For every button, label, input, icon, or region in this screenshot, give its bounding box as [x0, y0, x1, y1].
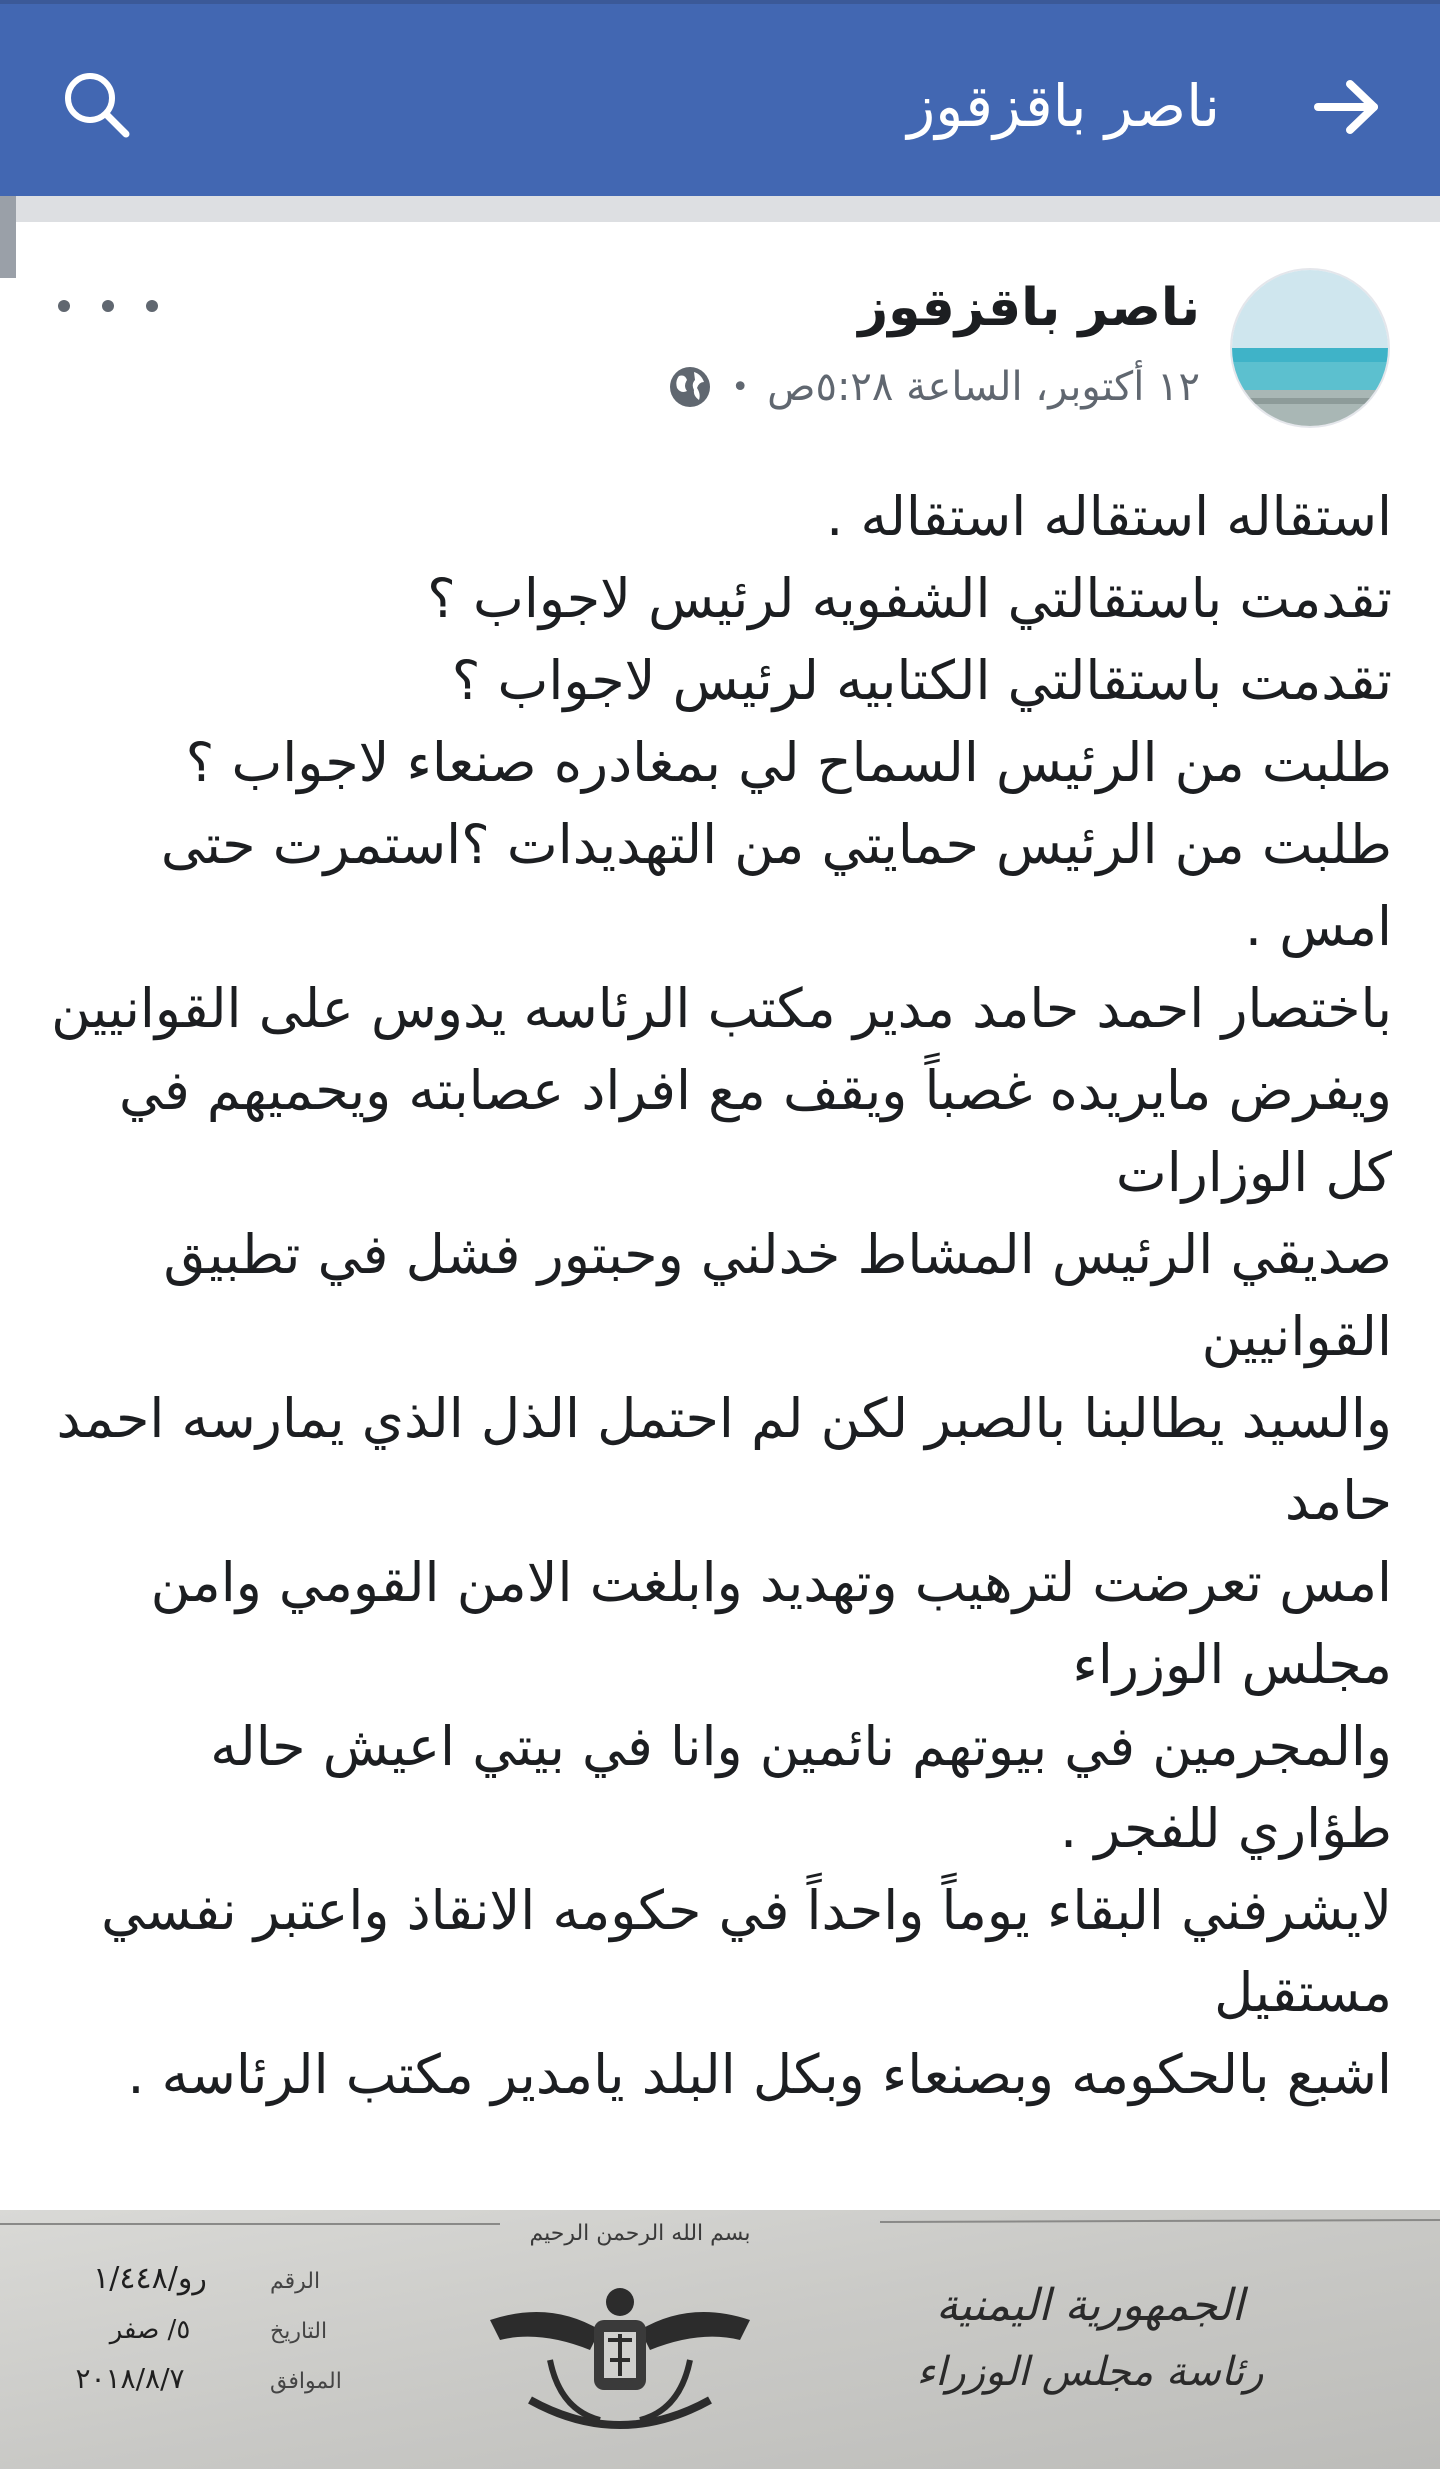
document-agreement-label: الموافق — [270, 2369, 342, 2394]
document-ref-label: الرقم — [270, 2269, 321, 2294]
globe-icon — [667, 364, 713, 410]
feed-separator — [0, 196, 1440, 222]
document-date-label: التاريخ — [270, 2319, 328, 2344]
meta-separator-dot: • — [731, 369, 750, 405]
post-line: لايشرفني البقاء يوماً واحداً في حكومه الانقاذ واعتبر نفسي مستقيل — [101, 1879, 1392, 2024]
sea-photo-icon — [1232, 270, 1390, 428]
post-author-name[interactable]: ناصر باقزقوز — [858, 278, 1200, 338]
post-line: ويفرض مايريده غصباً ويقف مع افراد عصابته ويحميهم في كل الوزارات — [118, 1059, 1392, 1204]
post-line: امس تعرضت لترهيب وتهديد وابلغت الامن القومي وامن مجلس الوزراء — [150, 1551, 1392, 1696]
document-agreement-value: ٢٠١٨/٨/٧ — [75, 2362, 185, 2395]
arrow-right-icon — [1304, 62, 1394, 152]
document-date-value: ٥/ صفر — [109, 2315, 191, 2345]
more-dot-icon — [102, 300, 114, 312]
more-options-button[interactable] — [58, 278, 158, 334]
post-line: تقدمت باستقالتي الكتابيه لرئيس لاجواب ؟ — [451, 649, 1392, 712]
post-line: طلبت من الرئيس حمايتي من التهديدات ؟استمرت حتى امس . — [160, 813, 1392, 958]
document-issuer-line1: الجمهورية اليمنية — [935, 2280, 1245, 2331]
document-issuer-line2: رئاسة مجلس الوزراء — [916, 2349, 1264, 2395]
post-line: استقاله استقاله استقاله . — [826, 485, 1392, 548]
more-dot-icon — [146, 300, 158, 312]
post-line: تقدمت باستقالتي الشفويه لرئيس لاجواب ؟ — [427, 567, 1392, 630]
post-timestamp[interactable]: ١٢ أكتوبر، الساعة ٥:٢٨ص — [767, 364, 1200, 410]
post-line: صديقي الرئيس المشاط خدلني وحبتور فشل في تطبيق القوانيين — [163, 1223, 1392, 1368]
post-text — [48, 476, 1392, 2116]
post-line: باختصار احمد حامد مدير مكتب الرئاسه يدوس على القوانيين — [51, 977, 1392, 1040]
attached-document-image[interactable] — [0, 2210, 1440, 2469]
post-line: اشبع بالحكومه وبصنعاء وبكل البلد يامدير مكتب الرئاسه . — [127, 2043, 1392, 2106]
post-line: والمجرمين في بيوتهم نائمين وانا في بيتي اعيش حاله طؤاري للفجر . — [210, 1715, 1392, 1860]
scrollbar[interactable] — [0, 196, 16, 278]
post-line: والسيد يطالبنا بالصبر لكن لم احتمل الذل الذي يمارسه احمد حامد — [56, 1387, 1392, 1532]
author-avatar[interactable] — [1230, 268, 1390, 428]
search-button[interactable] — [52, 60, 142, 150]
page-title: ناصر باقزقوز — [907, 72, 1220, 140]
back-button[interactable] — [1304, 62, 1394, 152]
search-icon — [52, 60, 142, 150]
more-dot-icon — [58, 300, 70, 312]
document-scan — [0, 2210, 1440, 2469]
top-app-bar — [0, 0, 1440, 196]
post-line: طلبت من الرئيس السماح لي بمغادره صنعاء لاجواب ؟ — [185, 731, 1392, 794]
document-basmala: بسم الله الرحمن الرحيم — [529, 2221, 751, 2246]
document-ref-value: رو/١/٤٤٨ — [93, 2261, 207, 2296]
post-meta — [667, 352, 1200, 422]
